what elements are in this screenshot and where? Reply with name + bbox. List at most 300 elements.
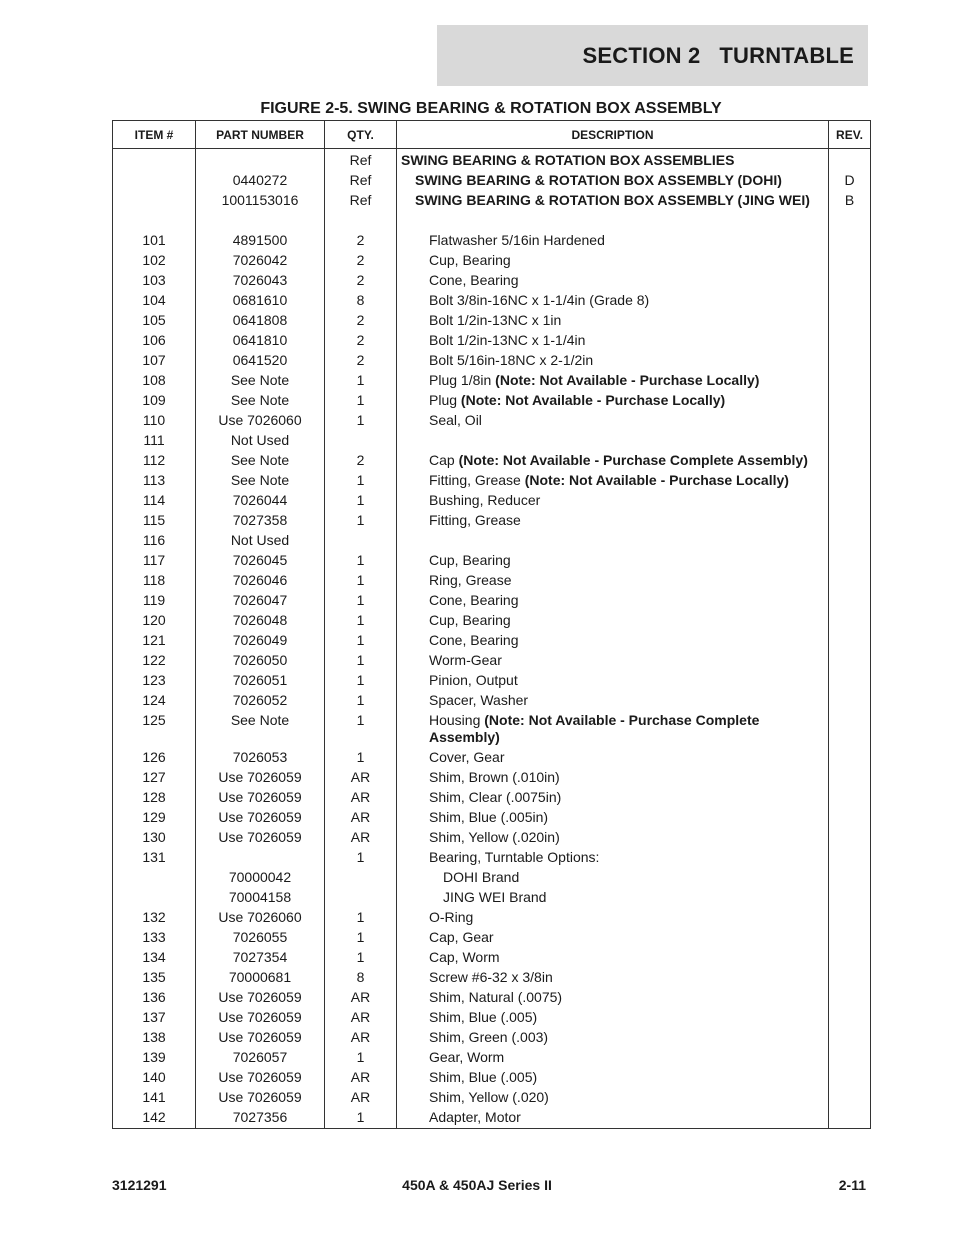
qty-cell: AR bbox=[325, 988, 397, 1008]
description-text: Bolt 5/16in-18NC x 2-1/2in bbox=[429, 352, 594, 368]
item-number-cell: 128 bbox=[113, 788, 196, 808]
description-cell bbox=[397, 1088, 829, 1108]
table-row bbox=[113, 371, 871, 391]
description-text: Seal, Oil bbox=[429, 412, 482, 428]
column-header-part-number: PART NUMBER bbox=[196, 121, 325, 149]
description-text: Cup, Bearing bbox=[429, 252, 511, 268]
qty-cell: 1 bbox=[325, 651, 397, 671]
part-number-cell: Use 7026059 bbox=[196, 808, 325, 828]
description-text: Adapter, Motor bbox=[429, 1109, 521, 1125]
rev-cell bbox=[829, 808, 871, 828]
qty-cell: 2 bbox=[325, 231, 397, 251]
description-cell bbox=[397, 451, 829, 471]
spacer-cell bbox=[196, 211, 325, 231]
description-cell bbox=[397, 431, 829, 451]
part-number-cell: Use 7026059 bbox=[196, 768, 325, 788]
table-row bbox=[113, 191, 871, 211]
part-number-cell: Use 7026059 bbox=[196, 828, 325, 848]
table-row bbox=[113, 171, 871, 191]
description-cell bbox=[397, 1068, 829, 1088]
description-cell bbox=[397, 808, 829, 828]
item-number-cell: 106 bbox=[113, 331, 196, 351]
part-number-cell: Use 7026059 bbox=[196, 1088, 325, 1108]
part-number-cell: 7027358 bbox=[196, 511, 325, 531]
description-text: Ring, Grease bbox=[429, 572, 512, 588]
rev-cell bbox=[829, 511, 871, 531]
table-row bbox=[113, 551, 871, 571]
description-cell bbox=[397, 968, 829, 988]
part-number-cell: 7026043 bbox=[196, 271, 325, 291]
description-cell bbox=[397, 231, 829, 251]
qty-cell: AR bbox=[325, 808, 397, 828]
qty-cell: AR bbox=[325, 1068, 397, 1088]
table-row bbox=[113, 411, 871, 431]
rev-cell bbox=[829, 651, 871, 671]
column-header-item: ITEM # bbox=[113, 121, 196, 149]
item-number-cell: 129 bbox=[113, 808, 196, 828]
qty-cell: AR bbox=[325, 828, 397, 848]
item-number-cell: 105 bbox=[113, 311, 196, 331]
rev-cell bbox=[829, 431, 871, 451]
description-text: Bushing, Reducer bbox=[429, 492, 541, 508]
description-cell bbox=[397, 928, 829, 948]
description-text: Fitting, Grease bbox=[429, 512, 521, 528]
part-number-cell: 7026047 bbox=[196, 591, 325, 611]
table-row bbox=[113, 868, 871, 888]
description-cell bbox=[397, 888, 829, 908]
item-number-cell: 108 bbox=[113, 371, 196, 391]
parts-list-table bbox=[112, 120, 871, 1129]
table-row bbox=[113, 331, 871, 351]
table-row bbox=[113, 351, 871, 371]
availability-note: (Note: Not Available - Purchase Complete Assembly) bbox=[458, 452, 808, 468]
qty-cell: AR bbox=[325, 768, 397, 788]
part-number-cell: 7026048 bbox=[196, 611, 325, 631]
item-number-cell: 136 bbox=[113, 988, 196, 1008]
item-number-cell: 124 bbox=[113, 691, 196, 711]
description-text: SWING BEARING & ROTATION BOX ASSEMBLIES bbox=[401, 152, 735, 168]
table-row bbox=[113, 848, 871, 868]
description-cell bbox=[397, 651, 829, 671]
description-text: Plug bbox=[429, 392, 461, 408]
rev-cell bbox=[829, 948, 871, 968]
description-text: Cone, Bearing bbox=[429, 592, 519, 608]
rev-cell bbox=[829, 711, 871, 748]
qty-cell: AR bbox=[325, 1008, 397, 1028]
item-number-cell: 122 bbox=[113, 651, 196, 671]
item-number-cell: 121 bbox=[113, 631, 196, 651]
item-number-cell: 135 bbox=[113, 968, 196, 988]
rev-cell bbox=[829, 311, 871, 331]
part-number-cell: 70000042 bbox=[196, 868, 325, 888]
description-text: Cap, Gear bbox=[429, 929, 494, 945]
rev-cell bbox=[829, 571, 871, 591]
qty-cell: 1 bbox=[325, 908, 397, 928]
availability-note: (Note: Not Available - Purchase Locally) bbox=[524, 472, 789, 488]
part-number-cell: 7026051 bbox=[196, 671, 325, 691]
description-text: Worm-Gear bbox=[429, 652, 502, 668]
item-number-cell bbox=[113, 149, 196, 172]
table-row bbox=[113, 1068, 871, 1088]
part-number-cell: Use 7026060 bbox=[196, 908, 325, 928]
description-text: JING WEI Brand bbox=[443, 889, 547, 905]
rev-cell bbox=[829, 631, 871, 651]
qty-cell: 8 bbox=[325, 291, 397, 311]
table-row bbox=[113, 888, 871, 908]
description-text: Shim, Blue (.005) bbox=[429, 1009, 538, 1025]
spacer-cell bbox=[325, 211, 397, 231]
description-text: Fitting, Grease bbox=[429, 472, 525, 488]
qty-cell: 1 bbox=[325, 691, 397, 711]
item-number-cell: 125 bbox=[113, 711, 196, 748]
availability-note: (Note: Not Available - Purchase Locally) bbox=[460, 392, 726, 408]
qty-cell: 1 bbox=[325, 671, 397, 691]
qty-cell: 1 bbox=[325, 371, 397, 391]
table-row bbox=[113, 611, 871, 631]
item-number-cell: 140 bbox=[113, 1068, 196, 1088]
qty-cell: 1 bbox=[325, 631, 397, 651]
table-row bbox=[113, 451, 871, 471]
description-text: Shim, Clear (.0075in) bbox=[429, 789, 562, 805]
description-cell bbox=[397, 331, 829, 351]
description-text: Cup, Bearing bbox=[429, 612, 511, 628]
availability-note: (Note: Not Available - Purchase Complete Assembly) bbox=[429, 712, 760, 745]
table-row bbox=[113, 828, 871, 848]
rev-cell bbox=[829, 471, 871, 491]
description-cell bbox=[397, 748, 829, 768]
table-row bbox=[113, 251, 871, 271]
description-cell bbox=[397, 391, 829, 411]
item-number-cell: 138 bbox=[113, 1028, 196, 1048]
rev-cell bbox=[829, 451, 871, 471]
description-cell bbox=[397, 271, 829, 291]
qty-cell: 1 bbox=[325, 591, 397, 611]
part-number-cell: 7026057 bbox=[196, 1048, 325, 1068]
part-number-cell: Not Used bbox=[196, 431, 325, 451]
item-number-cell bbox=[113, 868, 196, 888]
rev-cell bbox=[829, 251, 871, 271]
description-cell bbox=[397, 171, 829, 191]
table-row bbox=[113, 671, 871, 691]
description-cell bbox=[397, 311, 829, 331]
table-row bbox=[113, 291, 871, 311]
qty-cell: 2 bbox=[325, 311, 397, 331]
description-cell bbox=[397, 251, 829, 271]
part-number-cell: See Note bbox=[196, 451, 325, 471]
rev-cell bbox=[829, 988, 871, 1008]
rev-cell bbox=[829, 868, 871, 888]
description-text: O-Ring bbox=[429, 909, 474, 925]
description-cell bbox=[397, 491, 829, 511]
part-number-cell: Use 7026060 bbox=[196, 411, 325, 431]
rev-cell bbox=[829, 768, 871, 788]
item-number-cell: 114 bbox=[113, 491, 196, 511]
table-row bbox=[113, 768, 871, 788]
rev-cell bbox=[829, 1108, 871, 1129]
description-text: Pinion, Output bbox=[429, 672, 518, 688]
qty-cell bbox=[325, 531, 397, 551]
item-number-cell: 137 bbox=[113, 1008, 196, 1028]
table-row bbox=[113, 988, 871, 1008]
description-text: Cone, Bearing bbox=[429, 632, 519, 648]
rev-cell bbox=[829, 928, 871, 948]
description-text: Shim, Brown (.010in) bbox=[429, 769, 560, 785]
part-number-cell: Use 7026059 bbox=[196, 788, 325, 808]
table-row bbox=[113, 149, 871, 172]
table-row bbox=[113, 271, 871, 291]
rev-cell bbox=[829, 271, 871, 291]
part-number-cell: Use 7026059 bbox=[196, 1008, 325, 1028]
description-cell bbox=[397, 631, 829, 651]
rev-cell bbox=[829, 888, 871, 908]
description-text: Shim, Natural (.0075) bbox=[429, 989, 563, 1005]
footer-doc-number: 3121291 bbox=[112, 1177, 167, 1193]
rev-cell bbox=[829, 411, 871, 431]
qty-cell: 1 bbox=[325, 928, 397, 948]
part-number-cell bbox=[196, 848, 325, 868]
qty-cell bbox=[325, 888, 397, 908]
item-number-cell: 130 bbox=[113, 828, 196, 848]
description-cell bbox=[397, 351, 829, 371]
qty-cell: 1 bbox=[325, 848, 397, 868]
table-row bbox=[113, 231, 871, 251]
qty-cell: 1 bbox=[325, 491, 397, 511]
table-row bbox=[113, 311, 871, 331]
description-cell bbox=[397, 571, 829, 591]
description-text: Cap, Worm bbox=[429, 949, 500, 965]
table-row bbox=[113, 651, 871, 671]
description-cell bbox=[397, 1048, 829, 1068]
table-row bbox=[113, 531, 871, 551]
description-text: Shim, Blue (.005in) bbox=[429, 809, 549, 825]
part-number-cell: 7026055 bbox=[196, 928, 325, 948]
qty-cell: 1 bbox=[325, 711, 397, 748]
part-number-cell bbox=[196, 149, 325, 172]
description-cell bbox=[397, 868, 829, 888]
item-number-cell: 139 bbox=[113, 1048, 196, 1068]
qty-cell: 2 bbox=[325, 271, 397, 291]
qty-cell: 1 bbox=[325, 571, 397, 591]
table-row bbox=[113, 511, 871, 531]
item-number-cell: 104 bbox=[113, 291, 196, 311]
qty-cell: 8 bbox=[325, 968, 397, 988]
part-number-cell: Use 7026059 bbox=[196, 988, 325, 1008]
rev-cell bbox=[829, 1088, 871, 1108]
table-row bbox=[113, 1028, 871, 1048]
description-text: Shim, Green (.003) bbox=[429, 1029, 549, 1045]
spacer-cell bbox=[397, 211, 829, 231]
part-number-cell: Use 7026059 bbox=[196, 1028, 325, 1048]
rev-cell bbox=[829, 391, 871, 411]
item-number-cell: 127 bbox=[113, 768, 196, 788]
description-cell bbox=[397, 149, 829, 172]
part-number-cell: 1001153016 bbox=[196, 191, 325, 211]
description-cell bbox=[397, 551, 829, 571]
item-number-cell: 109 bbox=[113, 391, 196, 411]
rev-cell bbox=[829, 551, 871, 571]
part-number-cell: 7026044 bbox=[196, 491, 325, 511]
table-row bbox=[113, 748, 871, 768]
item-number-cell: 115 bbox=[113, 511, 196, 531]
part-number-cell: 0641520 bbox=[196, 351, 325, 371]
description-cell bbox=[397, 948, 829, 968]
item-number-cell: 141 bbox=[113, 1088, 196, 1108]
description-cell bbox=[397, 371, 829, 391]
description-text: Bolt 1/2in-13NC x 1in bbox=[429, 312, 562, 328]
spacer-cell bbox=[829, 211, 871, 231]
description-text: Housing bbox=[429, 712, 485, 728]
part-number-cell: Not Used bbox=[196, 531, 325, 551]
description-cell bbox=[397, 471, 829, 491]
description-cell bbox=[397, 611, 829, 631]
qty-cell: 2 bbox=[325, 331, 397, 351]
table-row bbox=[113, 391, 871, 411]
qty-cell: AR bbox=[325, 1088, 397, 1108]
table-row bbox=[113, 928, 871, 948]
rev-cell bbox=[829, 291, 871, 311]
description-cell bbox=[397, 691, 829, 711]
rev-cell bbox=[829, 371, 871, 391]
table-row bbox=[113, 1108, 871, 1129]
qty-cell: AR bbox=[325, 1028, 397, 1048]
item-number-cell: 101 bbox=[113, 231, 196, 251]
rev-cell bbox=[829, 531, 871, 551]
description-text: Bolt 1/2in-13NC x 1-1/4in bbox=[429, 332, 586, 348]
table-row bbox=[113, 631, 871, 651]
rev-cell bbox=[829, 351, 871, 371]
item-number-cell: 118 bbox=[113, 571, 196, 591]
qty-cell bbox=[325, 868, 397, 888]
qty-cell: 2 bbox=[325, 251, 397, 271]
item-number-cell: 133 bbox=[113, 928, 196, 948]
table-row bbox=[113, 431, 871, 451]
part-number-cell: 7027354 bbox=[196, 948, 325, 968]
table-row bbox=[113, 571, 871, 591]
table-row bbox=[113, 591, 871, 611]
item-number-cell: 142 bbox=[113, 1108, 196, 1129]
part-number-cell: 7026052 bbox=[196, 691, 325, 711]
table-row bbox=[113, 1008, 871, 1028]
section-title: SECTION 2 TURNTABLE bbox=[582, 42, 854, 68]
qty-cell: 2 bbox=[325, 351, 397, 371]
qty-cell: 1 bbox=[325, 411, 397, 431]
item-number-cell: 131 bbox=[113, 848, 196, 868]
rev-cell bbox=[829, 1028, 871, 1048]
item-number-cell: 132 bbox=[113, 908, 196, 928]
item-number-cell: 111 bbox=[113, 431, 196, 451]
description-text: Cap bbox=[429, 452, 459, 468]
part-number-cell: See Note bbox=[196, 391, 325, 411]
rev-cell bbox=[829, 1068, 871, 1088]
description-cell bbox=[397, 848, 829, 868]
item-number-cell: 117 bbox=[113, 551, 196, 571]
description-text: Bearing, Turntable Options: bbox=[429, 849, 600, 865]
description-cell bbox=[397, 988, 829, 1008]
part-number-cell: 7026046 bbox=[196, 571, 325, 591]
item-number-cell: 123 bbox=[113, 671, 196, 691]
item-number-cell: 102 bbox=[113, 251, 196, 271]
spacer-cell bbox=[113, 211, 196, 231]
description-text: Bolt 3/8in-16NC x 1-1/4in (Grade 8) bbox=[429, 292, 650, 308]
item-number-cell: 107 bbox=[113, 351, 196, 371]
description-text: Screw #6-32 x 3/8in bbox=[429, 969, 553, 985]
parts-table-body bbox=[113, 149, 871, 1129]
table-row bbox=[113, 968, 871, 988]
rev-cell bbox=[829, 671, 871, 691]
description-text: Cup, Bearing bbox=[429, 552, 511, 568]
table-row bbox=[113, 491, 871, 511]
part-number-cell: 70004158 bbox=[196, 888, 325, 908]
part-number-cell: Use 7026059 bbox=[196, 1068, 325, 1088]
description-cell bbox=[397, 291, 829, 311]
footer-page-number: 2-11 bbox=[838, 1177, 866, 1193]
part-number-cell: 7026045 bbox=[196, 551, 325, 571]
part-number-cell: 4891500 bbox=[196, 231, 325, 251]
part-number-cell: 70000681 bbox=[196, 968, 325, 988]
part-number-cell: 7027356 bbox=[196, 1108, 325, 1129]
description-text: Shim, Yellow (.020in) bbox=[429, 829, 560, 845]
rev-cell bbox=[829, 848, 871, 868]
availability-note: (Note: Not Available - Purchase Locally) bbox=[495, 372, 760, 388]
description-cell bbox=[397, 788, 829, 808]
part-number-cell: 0681610 bbox=[196, 291, 325, 311]
description-cell bbox=[397, 1108, 829, 1129]
item-number-cell: 103 bbox=[113, 271, 196, 291]
description-cell bbox=[397, 411, 829, 431]
rev-cell bbox=[829, 1008, 871, 1028]
description-cell bbox=[397, 768, 829, 788]
rev-cell: B bbox=[829, 191, 871, 211]
figure-title: FIGURE 2-5. SWING BEARING & ROTATION BOX ASSEMBLY bbox=[260, 100, 722, 117]
part-number-cell: 7026050 bbox=[196, 651, 325, 671]
description-cell bbox=[397, 591, 829, 611]
table-row bbox=[113, 1088, 871, 1108]
table-row bbox=[113, 948, 871, 968]
description-cell bbox=[397, 1008, 829, 1028]
description-cell bbox=[397, 511, 829, 531]
part-number-cell: See Note bbox=[196, 471, 325, 491]
table-row bbox=[113, 788, 871, 808]
table-header-row bbox=[113, 121, 871, 149]
qty-cell: 1 bbox=[325, 551, 397, 571]
description-text: SWING BEARING & ROTATION BOX ASSEMBLY (JING WEI) bbox=[415, 192, 810, 208]
rev-cell bbox=[829, 491, 871, 511]
qty-cell: 1 bbox=[325, 511, 397, 531]
part-number-cell: 7026042 bbox=[196, 251, 325, 271]
part-number-cell: 7026049 bbox=[196, 631, 325, 651]
description-text: Shim, Blue (.005) bbox=[429, 1069, 538, 1085]
part-number-cell: See Note bbox=[196, 371, 325, 391]
rev-cell bbox=[829, 908, 871, 928]
qty-cell: 1 bbox=[325, 391, 397, 411]
column-header-description: DESCRIPTION bbox=[397, 121, 829, 149]
table-row bbox=[113, 691, 871, 711]
item-number-cell bbox=[113, 888, 196, 908]
item-number-cell bbox=[113, 171, 196, 191]
description-text: DOHI Brand bbox=[443, 869, 520, 885]
column-header-qty: QTY. bbox=[325, 121, 397, 149]
description-text: Flatwasher 5/16in Hardened bbox=[429, 232, 605, 248]
table-row bbox=[113, 808, 871, 828]
rev-cell bbox=[829, 331, 871, 351]
part-number-cell: 0440272 bbox=[196, 171, 325, 191]
description-cell bbox=[397, 1028, 829, 1048]
part-number-cell: 0641810 bbox=[196, 331, 325, 351]
item-number-cell: 110 bbox=[113, 411, 196, 431]
qty-cell: 1 bbox=[325, 948, 397, 968]
rev-cell bbox=[829, 691, 871, 711]
table-row bbox=[113, 908, 871, 928]
